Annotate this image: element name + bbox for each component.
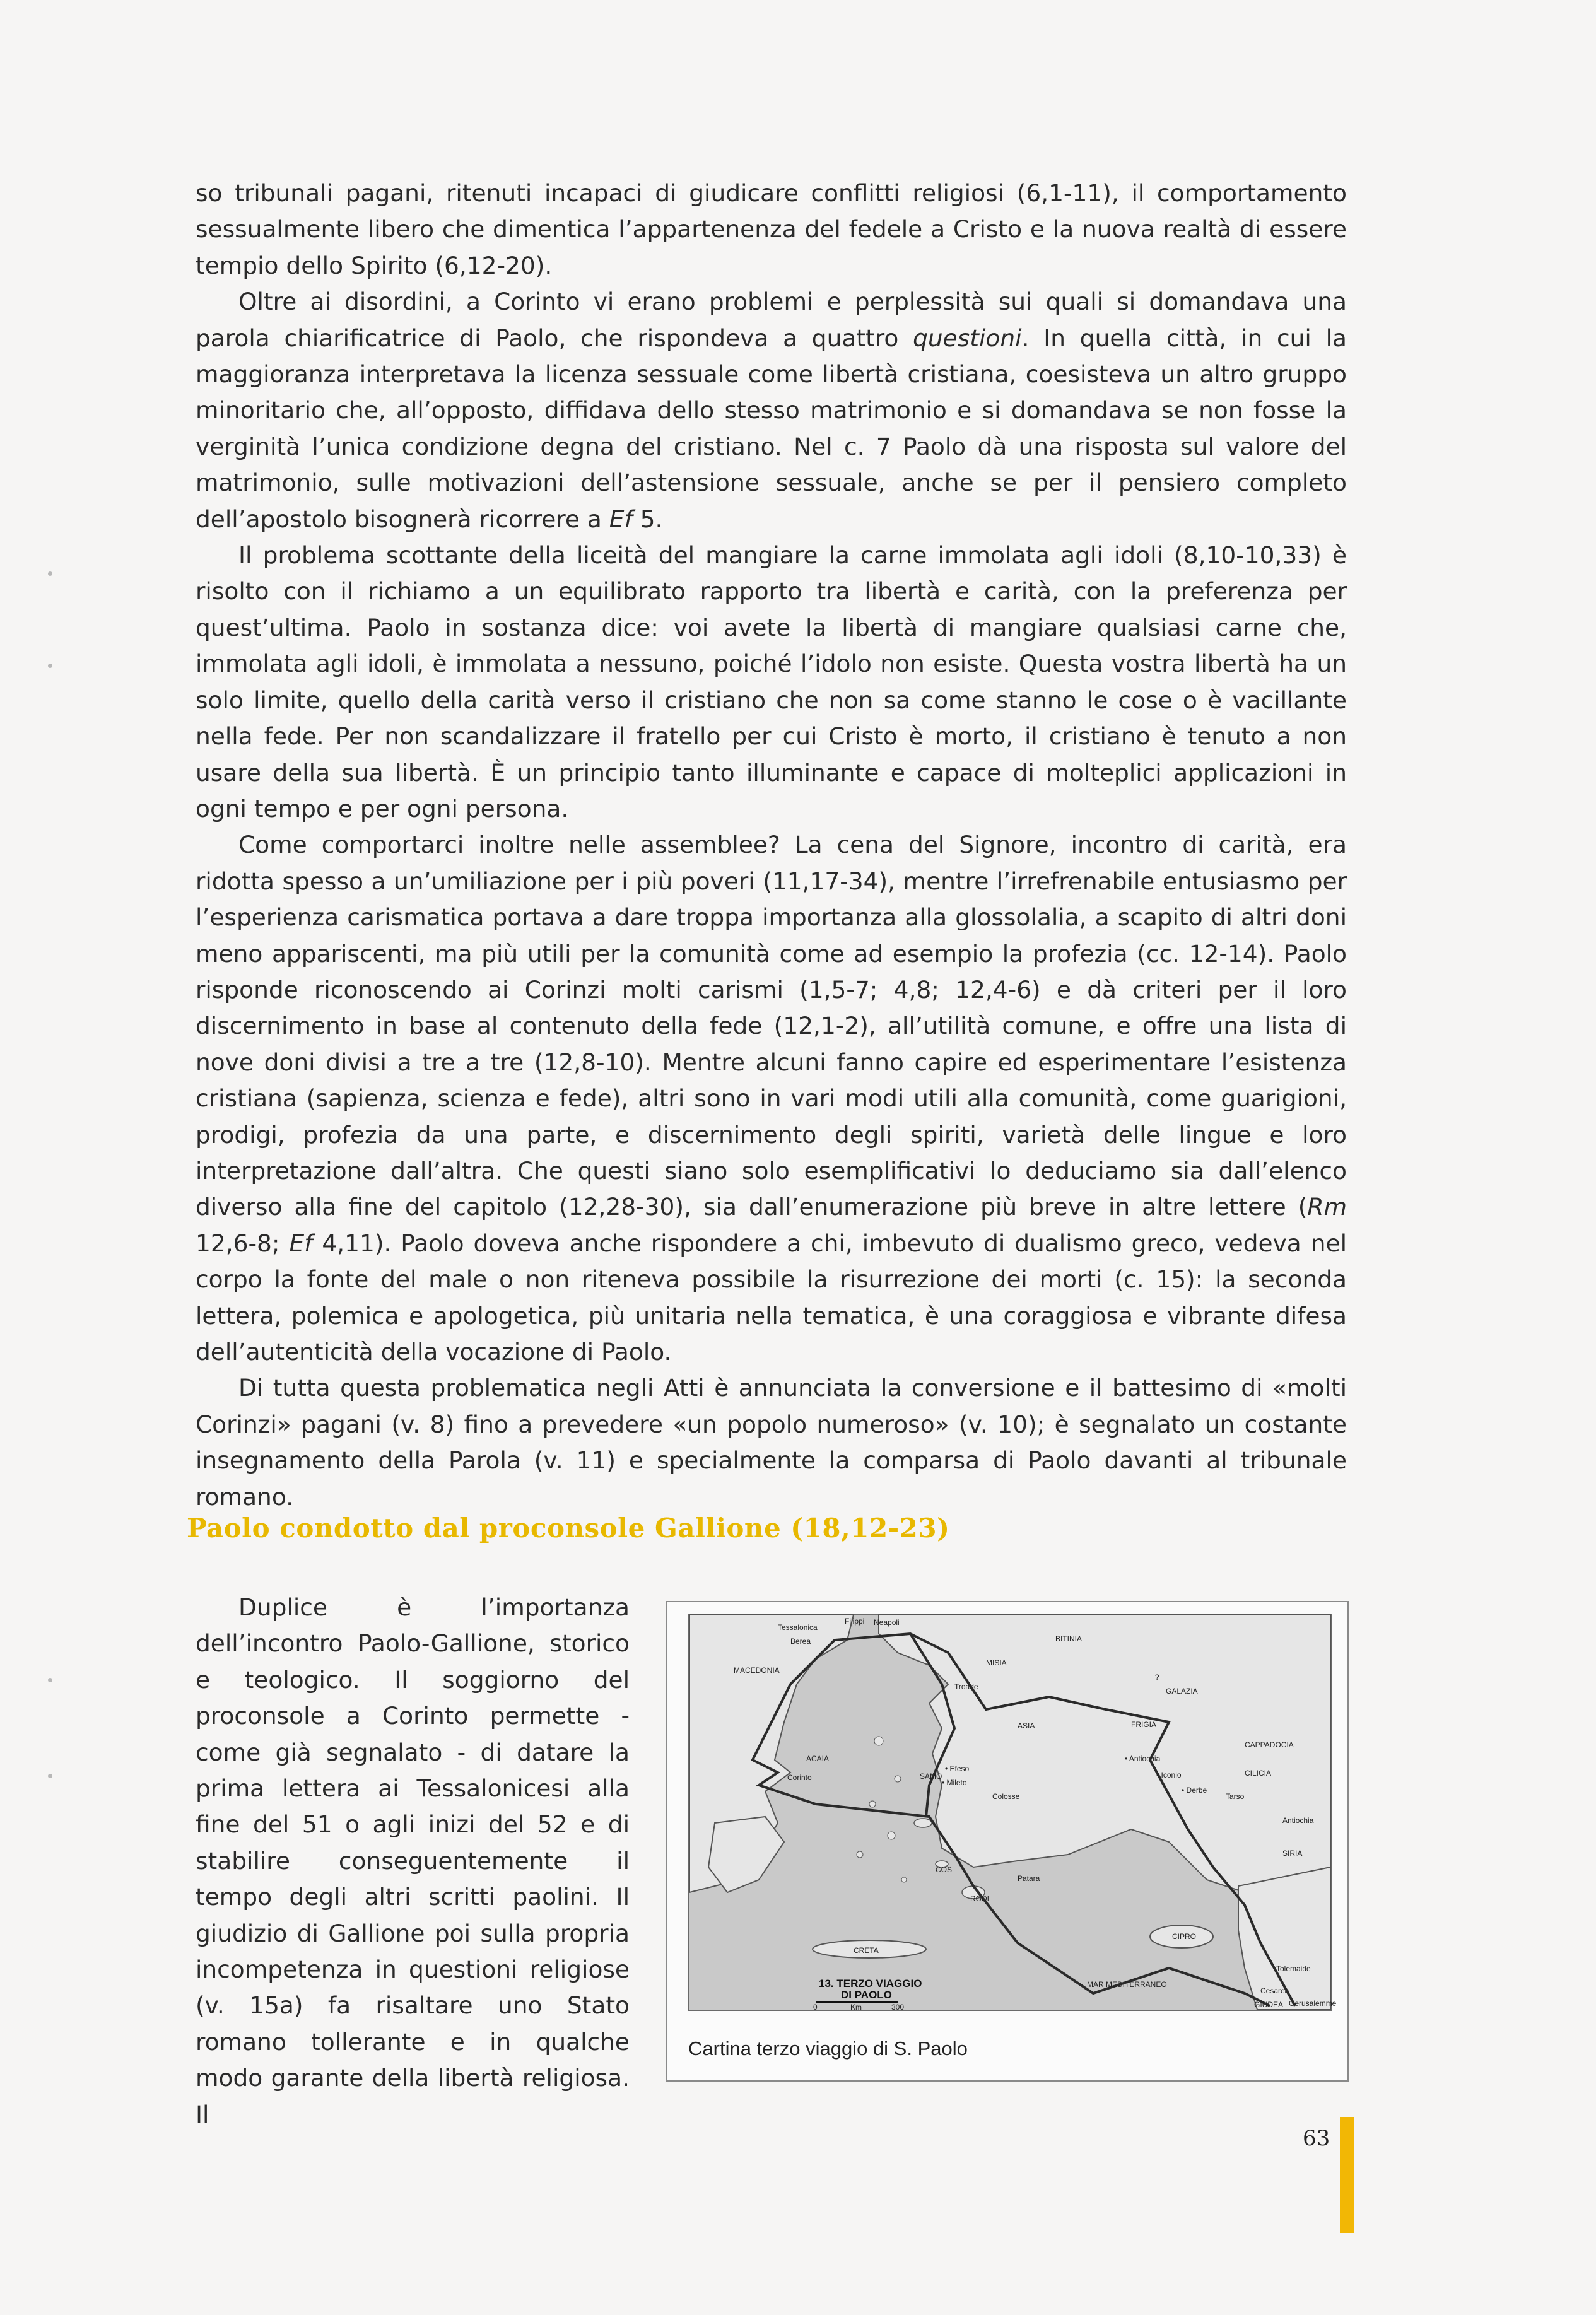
paragraph-4: Come comportarci inoltre nelle assemblee? La cena del Signore, incontro di carità, era ridotta spesso a un’umiliazione per i più poveri (11,17-34), mentre l’irrefrenabile entusiasmo per l’esperienza carismatica portava a dare troppa importanza alla glossolalia, a scapito di altri doni meno appariscenti, ma più utili per la comunità come ad esempio la profezia (cc. 12-14). Paolo risponde riconoscendo ai Corinzi molti carismi (1,5-7; 4,8; 12,4-6) e dà criteri per il loro discernimento in base al contenuto della fede (12,1-2), all’utilità comune, e offre una lista di nove doni divisi a tre a tre (12,8-10). Mentre alcuni fanno capire ed esperimentare l’esistenza cristiana (sapienza, scienza e fede), altri sono in vari modi utili alla comunità, come guarigioni, prodigi, profezia da una parte, e discernimento degli spiriti, varietà delle lingue e loro interpretazione dall’altra. Che questi siano solo esemplificativi lo deduciamo sia dall’elenco diverso alla fine del capitolo (12,28-30), sia dall’enumerazione più breve in altre lettere (Rm 12,6-8; Ef 4,11). Paolo doveva anche rispondere a chi, imbevuto di dualismo greco, vedeva nel corpo la fonte del male o non riteneva possibile la risurrezione dei morti (c. 15): la seconda lettera, polemica e apologetica, più unitaria nella tematica, è una coraggiosa e vibrante difesa dell’autenticità della vocazione di Paolo. [196, 831, 1347, 1366]
map-label-antiochia-pisidia: • Antiochia [1125, 1754, 1161, 1763]
peloponnese-landmass [708, 1817, 784, 1892]
map-label-frigia: FRIGIA [1131, 1720, 1157, 1729]
map-label-derbe: • Derbe [1182, 1786, 1207, 1795]
binding-hole-4 [48, 1774, 52, 1778]
map-label-corinto: Corinto [787, 1773, 812, 1782]
map-label-efeso: • Efeso [945, 1764, 970, 1773]
main-body-text [196, 175, 1347, 1515]
samos-island [914, 1819, 932, 1827]
map-figure [666, 1601, 1349, 2082]
island-dot [869, 1801, 876, 1807]
scale-label: Km [850, 2003, 862, 2012]
map-label-misia: MISIA [986, 1658, 1007, 1667]
anatolia-landmass [879, 1615, 1330, 1892]
journey-map [688, 1614, 1337, 2012]
page-accent-bar [1340, 2117, 1354, 2233]
binding-hole-3 [48, 1678, 52, 1682]
map-label-berea: Berea [790, 1637, 811, 1646]
paragraph-5: Di tutta questa problematica negli Atti è annunciata la conversione e il battesimo di «molti Corinzi» pagani (v. 8) fino a prevedere «un popolo numeroso» (v. 10); è segnalato un costante insegnamento della Parola (v. 11) e specialmente la comparsa di Paolo davanti al tribunale romano. [196, 1374, 1347, 1511]
map-label-gerusalemme: Gerusalemme [1289, 1999, 1337, 2008]
map-label-giudea: GIUDEA [1254, 2000, 1284, 2009]
map-label-patara: Patara [1018, 1874, 1040, 1883]
paragraph-2: Oltre ai disordini, a Corinto vi erano problemi e perplessità sui quali si domandava una parola chiarificatrice di Paolo, che rispondeva a quattro questioni. In quella città, in cui la maggioranza interpretava la licenza sessuale come libertà cristiana, coesisteva un altro gruppo minoritario che, all’opposto, diffidava dello stesso matrimonio e si domandava se non fosse la verginità l’unica condizione degna del cristiano. Nel c. 7 Paolo dà una risposta sul valore del matrimonio, sulle motivazioni dell’astensione sessuale, anche se per il pensiero completo dell’apostolo bisognerà ricorrere a Ef 5. [196, 288, 1347, 533]
map-subtitle: DI PAOLO [841, 1989, 892, 2001]
map-label-rodi: RODI [970, 1894, 989, 1903]
island-dot [888, 1832, 895, 1839]
scale-label: 0 [813, 2003, 818, 2012]
map-label-troade: Troade [954, 1682, 978, 1691]
map-label-cesarea: Cesarea [1260, 1986, 1289, 1995]
map-label-asia: ASIA [1018, 1721, 1035, 1730]
map-drawing [689, 1615, 1337, 2012]
map-label-siria: SIRIA [1282, 1849, 1303, 1858]
scale-label: 300 [891, 2003, 905, 2012]
map-label-iconio: • Iconio [1156, 1771, 1182, 1779]
map-label-cappadocia: CAPPADOCIA [1245, 1740, 1294, 1749]
map-label-filippi: Filippi [845, 1617, 865, 1626]
map-label-tolemaide: Tolemaide [1276, 1964, 1311, 1973]
map-label-question: ? [1155, 1673, 1159, 1682]
island-dot [857, 1851, 863, 1858]
map-label-neapoli: Neapoli [874, 1618, 900, 1627]
map-label-cilicia: CILICIA [1245, 1769, 1272, 1778]
page-number: 63 [1303, 2126, 1330, 2151]
map-label-antiochia-siria: Antiochia [1282, 1816, 1314, 1825]
map-label-samo: SAMO [920, 1772, 942, 1781]
island-dot [901, 1877, 907, 1882]
paragraph-3: Il problema scottante della liceità del mangiare la carne immolata agli idoli (8,10-10,33) è risolto con il richiamo a un equilibrato rapporto tra libertà e carità, con la preferenza per quest’ultima. Paolo in sostanza dice: voi avete la libertà di mangiare qualsiasi carne che, immolata agli idoli, è immolata a nessuno, poiché l’idolo non esiste. Questa vostra libertà ha un solo limite, quello della carità verso il cristiano che non sa come stanno le cose o è vacillante nella fede. Per non scandalizzare il fratello per cui Cristo è morto, il cristiano è tenuto a non usare della sua libertà. È un principio tanto illuminante e capace di molteplici applicazioni in ogni tempo e per ogni persona. [196, 541, 1347, 823]
map-label-macedonia: MACEDONIA [734, 1666, 780, 1675]
section-title: Paolo condotto dal proconsole Gallione (18,12-23) [187, 1513, 950, 1544]
map-label-mare: MAR MEDITERRANEO [1087, 1980, 1167, 1989]
map-label-cipro: CIPRO [1172, 1932, 1197, 1941]
binding-hole-2 [48, 664, 52, 668]
map-label-colosse: Colosse [992, 1792, 1020, 1801]
binding-hole-1 [48, 571, 52, 576]
map-label-cos: COS [936, 1865, 953, 1874]
map-label-tessalonica: Tessalonica [778, 1623, 818, 1632]
map-label-bitinia: BITINIA [1055, 1634, 1083, 1643]
map-label-mileto: • Mileto [942, 1778, 967, 1787]
map-label-creta: CRETA [854, 1946, 879, 1955]
column-paragraph: Duplice è l’importanza dell’incontro Paolo-Gallione, storico e teologico. Il soggiorno del proconsole a Corinto permette - come già segnalato - di datare la prima lettera ai Tessalonicesi alla fine del 51 o agli inizi del 52 e di stabilire conseguentemente il tempo degli altri scritti paolini. Il giudizio di Gallione poi sulla propria incompetenza in questioni religiose (v. 15a) fa risaltare uno Stato romano tollerante e in qualche modo garante della libertà religiosa. Il [196, 1593, 630, 2128]
column-text [196, 1590, 630, 2133]
island-dot [874, 1737, 883, 1745]
paragraph-1: so tribunali pagani, ritenuti incapaci di giudicare conflitti religiosi (6,1-11), il comportamento sessualmente libero che dimentica l’appartenenza del fedele a Cristo e la nuova realtà di essere tempio dello Spirito (6,12-20). [196, 179, 1347, 279]
map-label-acaia: ACAIA [806, 1754, 830, 1763]
island-dot [895, 1776, 901, 1782]
map-label-galazia: GALAZIA [1166, 1687, 1198, 1696]
map-label-tarso: Tarso [1226, 1792, 1245, 1801]
map-title: 13. TERZO VIAGGIO [819, 1978, 922, 1990]
figure-caption: Cartina terzo viaggio di S. Paolo [688, 2037, 968, 2060]
